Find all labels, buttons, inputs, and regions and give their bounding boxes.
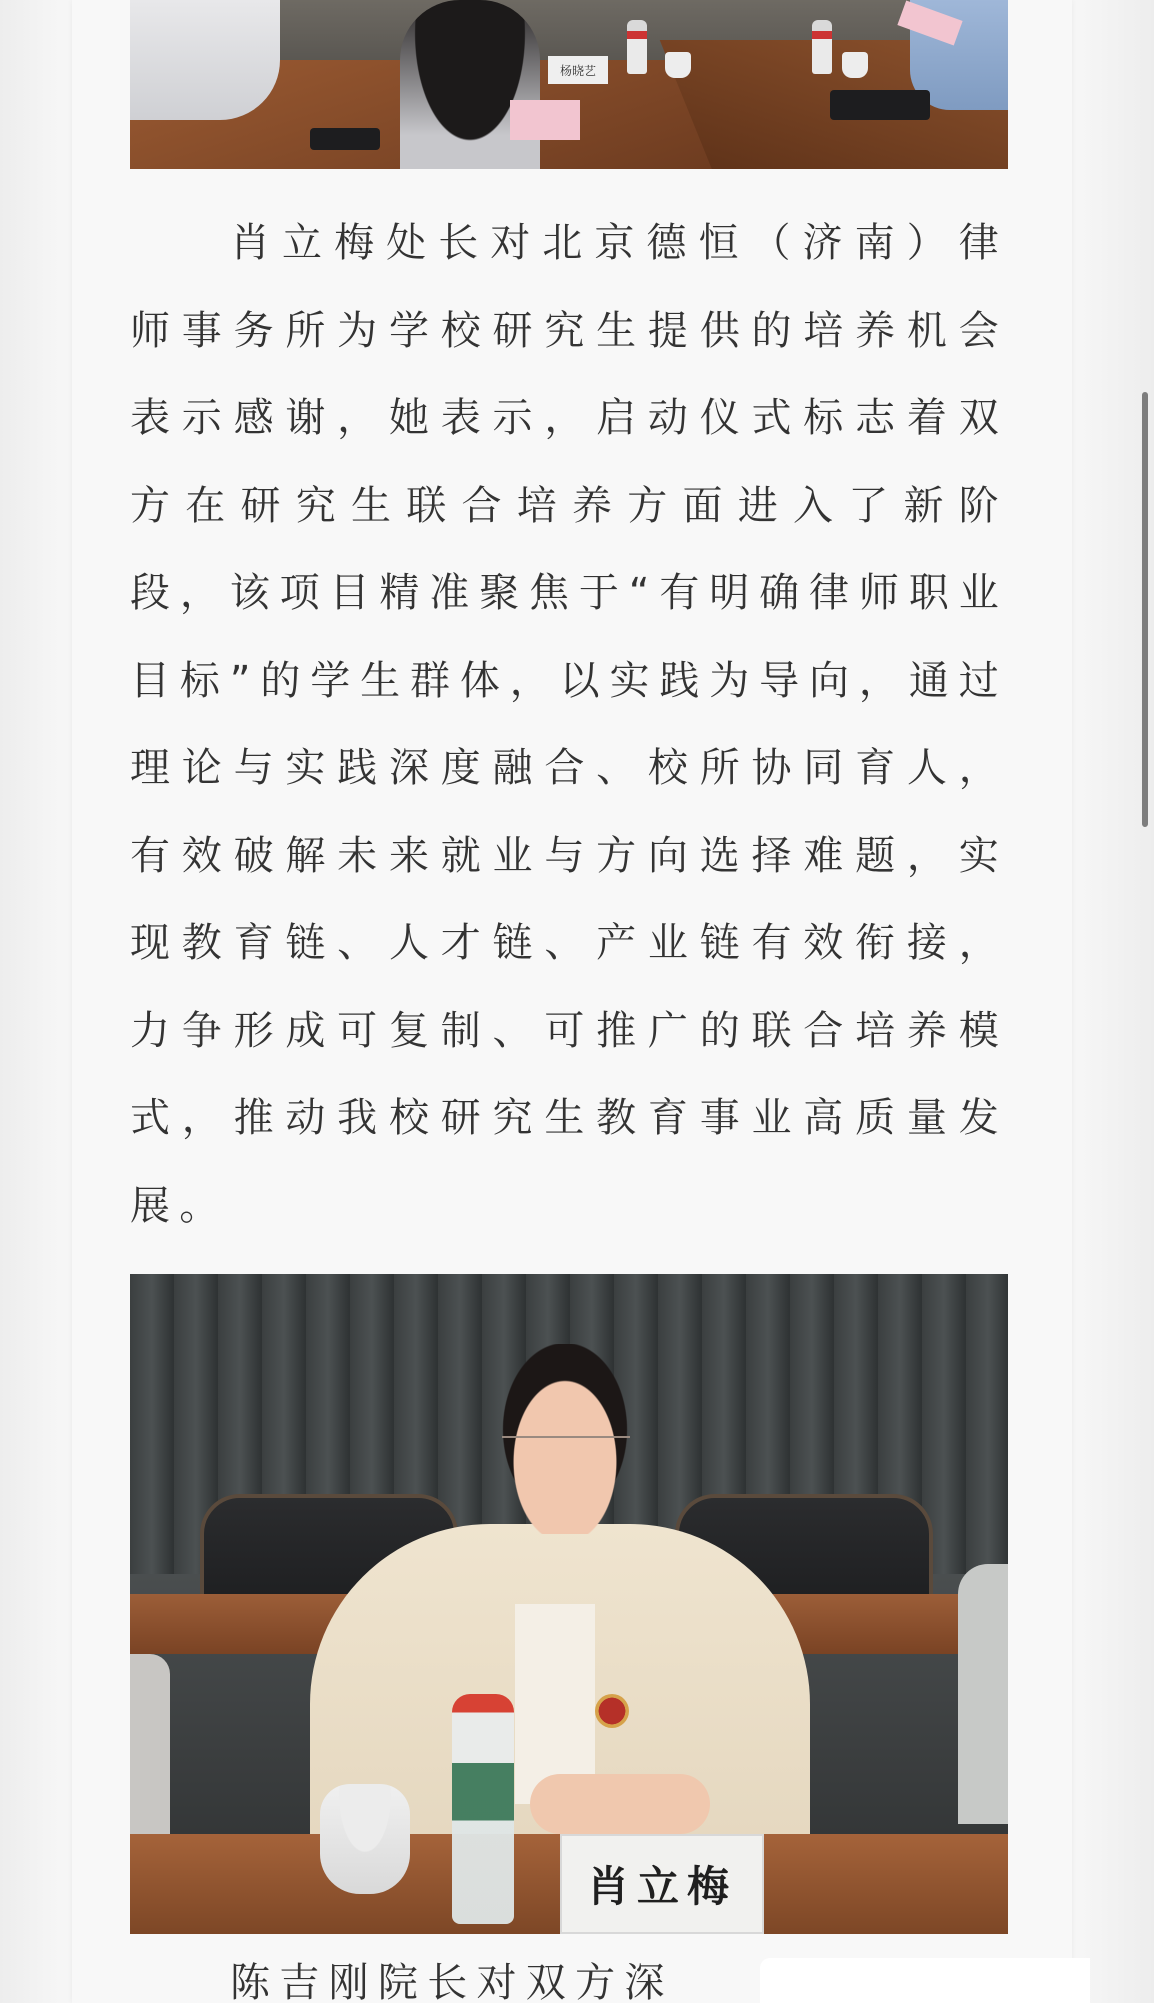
tea-cup bbox=[665, 52, 691, 78]
name-card: 肖立梅 bbox=[560, 1834, 764, 1934]
phone bbox=[310, 128, 380, 150]
water-bottle bbox=[812, 20, 832, 74]
attendee-right bbox=[958, 1564, 1008, 1824]
article-paragraph: 肖立梅处长对北京德恒（济南）律师事务所为学校研究生提供的培养机会表示感谢，她表示，启动仪式标志着双方在研究生联合培养方面进入了新阶段，该项目精准聚焦于“有明确律师职业目标”的学生群体，以实践为导向，通过理论与实践深度融合、校所协同育人，有效破解未来就业与方向选择难题，实现教育链、人才链、产业链有效衔接，力争形成可复制、可推广的联合培养模式，推动我校研究生教育事业高质量发展。 bbox=[130, 220, 1008, 1229]
speaker-photo bbox=[130, 1274, 1008, 1934]
laptop bbox=[830, 90, 930, 120]
document-paper bbox=[510, 100, 580, 140]
next-paragraph-text: 陈吉刚院长对双方深 bbox=[230, 1960, 674, 2003]
tea-cup bbox=[320, 1784, 410, 1894]
water-bottle bbox=[452, 1694, 514, 1924]
tea-cup bbox=[842, 52, 868, 78]
water-bottle bbox=[627, 20, 647, 74]
nameplate: 杨晓艺 bbox=[548, 56, 608, 84]
meeting-photo-top bbox=[130, 0, 1008, 169]
scrollbar-thumb[interactable] bbox=[1142, 392, 1148, 827]
attendee-left bbox=[130, 1654, 170, 1844]
attendee-left bbox=[130, 0, 280, 120]
attendee-center bbox=[400, 0, 540, 169]
bottom-overlay bbox=[760, 1958, 1090, 2003]
scrollbar[interactable] bbox=[1140, 0, 1154, 2003]
brooch bbox=[595, 1694, 629, 1728]
speaker-hands bbox=[530, 1774, 710, 1834]
glasses bbox=[502, 1436, 630, 1464]
